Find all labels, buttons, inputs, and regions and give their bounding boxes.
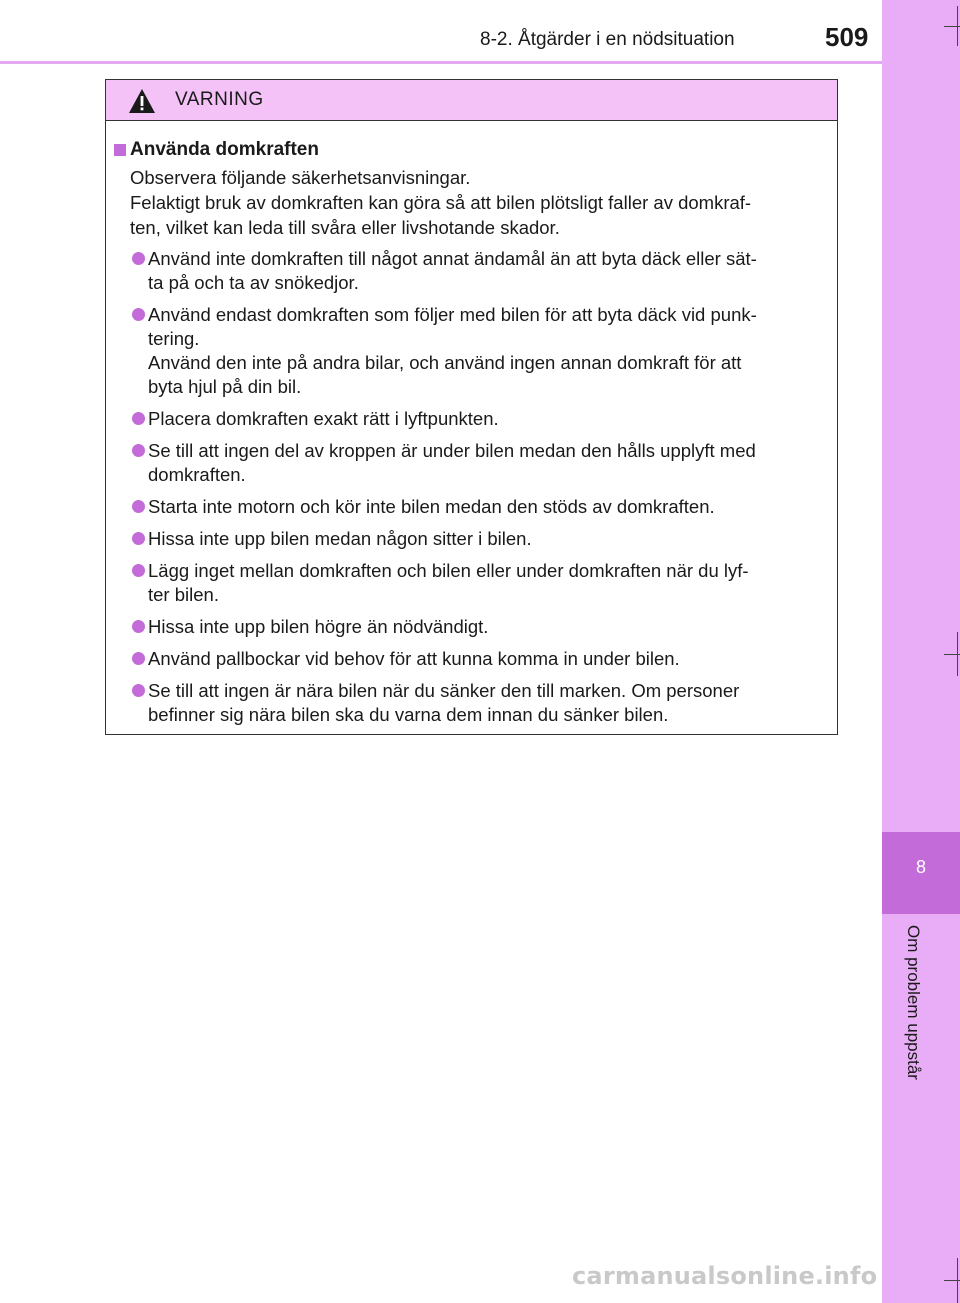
bullet-line: Lägg inget mellan domkraften och bilen eller under domkraften när du lyf- xyxy=(148,560,749,581)
bullet-line: Använd endast domkraften som följer med bilen för att byta däck vid punk- xyxy=(148,304,757,325)
crop-mark-top xyxy=(938,6,960,46)
bullet-line: Se till att ingen del av kroppen är under bilen medan den hålls upplyft med xyxy=(148,440,756,461)
circle-bullet-icon xyxy=(132,412,145,425)
bullet-line: tering. xyxy=(148,328,200,349)
bullet-line: Använd den inte på andra bilar, och använd ingen annan domkraft för att xyxy=(148,352,742,373)
bullet-line: Använd inte domkraften till något annat ändamål än att byta däck eller sät- xyxy=(148,248,757,269)
circle-bullet-icon xyxy=(132,308,145,321)
warning-bullet-item xyxy=(106,647,829,671)
bullet-line: Hissa inte upp bilen högre än nödvändigt. xyxy=(148,616,489,637)
circle-bullet-icon xyxy=(132,564,145,577)
circle-bullet-icon xyxy=(132,532,145,545)
warning-bullet-item xyxy=(106,407,829,431)
bullet-line: befinner sig nära bilen ska du varna dem innan du sänker bilen. xyxy=(148,704,669,725)
crop-mark-middle xyxy=(938,632,960,676)
bullet-line: domkraften. xyxy=(148,464,246,485)
watermark: carmanualsonline.info xyxy=(572,1262,878,1290)
chapter-label: Om problem uppstår xyxy=(904,925,923,1080)
warning-triangle-icon xyxy=(128,88,156,114)
intro-line: ten, vilket kan leda till svåra eller livshotande skador. xyxy=(130,217,560,238)
warning-bullet-item xyxy=(106,247,829,295)
circle-bullet-icon xyxy=(132,500,145,513)
crop-mark-bottom xyxy=(938,1258,960,1303)
circle-bullet-icon xyxy=(132,652,145,665)
warning-bullet-item xyxy=(106,495,829,519)
section-title: 8-2. Åtgärder i en nödsituation xyxy=(480,29,735,50)
intro-line: Observera följande säkerhetsanvisningar. xyxy=(130,167,471,188)
bullet-line: Placera domkraften exakt rätt i lyftpunkten. xyxy=(148,408,499,429)
bullet-line: Hissa inte upp bilen medan någon sitter i bilen. xyxy=(148,528,532,549)
chapter-number: 8 xyxy=(915,857,926,877)
bullet-line: Starta inte motorn och kör inte bilen medan den stöds av domkraften. xyxy=(148,496,715,517)
bullet-line: ter bilen. xyxy=(148,584,219,605)
warning-body xyxy=(106,121,837,727)
warning-bullet-item xyxy=(106,679,829,727)
warning-bullet-item xyxy=(106,527,829,551)
circle-bullet-icon xyxy=(132,252,145,265)
warning-intro xyxy=(106,165,829,240)
warning-bullet-item xyxy=(106,559,829,607)
header-rule xyxy=(0,61,882,64)
square-bullet-icon xyxy=(114,144,126,156)
warning-box xyxy=(105,79,838,735)
warning-bullet-item xyxy=(106,615,829,639)
warning-title: VARNING xyxy=(175,89,264,110)
page-number: 509 xyxy=(825,22,869,52)
warning-bullet-list xyxy=(106,247,829,727)
intro-line: Felaktigt bruk av domkraften kan göra så att bilen plötsligt faller av domkraf- xyxy=(130,192,752,213)
bullet-line: ta på och ta av snökedjor. xyxy=(148,272,359,293)
circle-bullet-icon xyxy=(132,444,145,457)
bullet-line: Använd pallbockar vid behov för att kunna komma in under bilen. xyxy=(148,648,680,669)
warning-header xyxy=(106,80,837,121)
circle-bullet-icon xyxy=(132,684,145,697)
chapter-tab[interactable] xyxy=(882,832,960,914)
warning-heading xyxy=(106,137,829,163)
bullet-line: Se till att ingen är nära bilen när du sänker den till marken. Om personer xyxy=(148,680,740,701)
bullet-line: byta hjul på din bil. xyxy=(148,376,302,397)
warning-heading-text: Använda domkraften xyxy=(130,139,319,160)
warning-bullet-item xyxy=(106,303,829,399)
circle-bullet-icon xyxy=(132,620,145,633)
warning-bullet-item xyxy=(106,439,829,487)
